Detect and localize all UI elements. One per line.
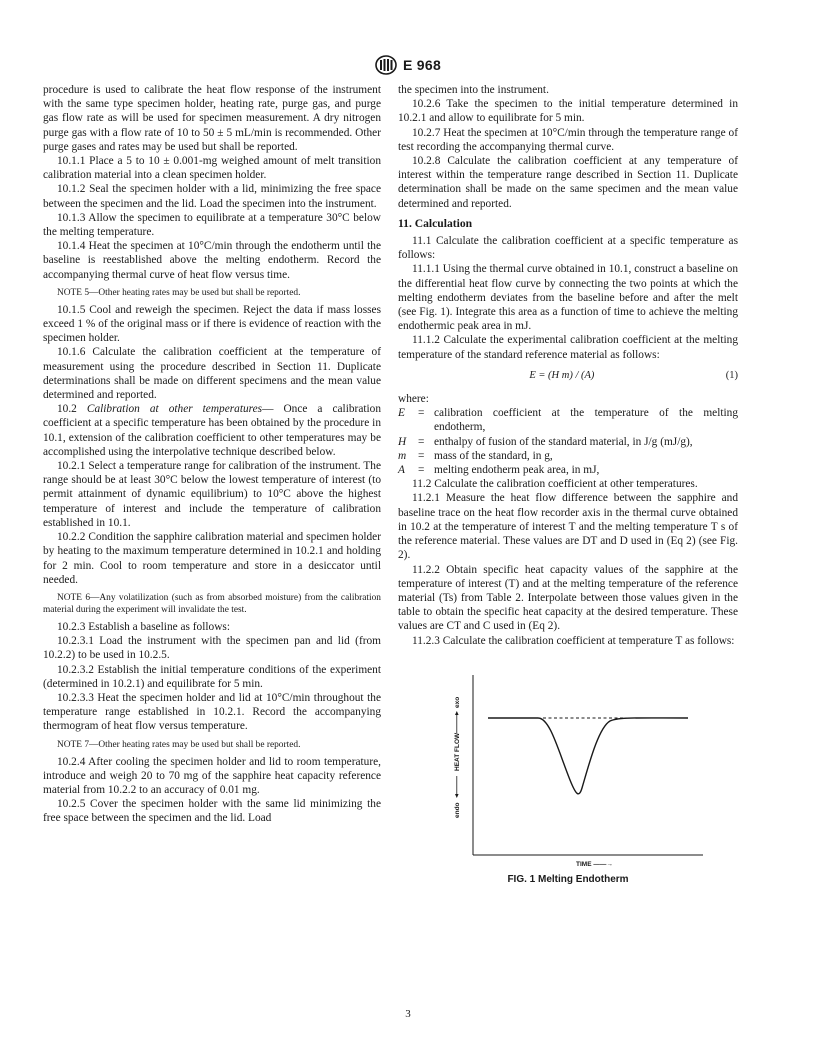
- paragraph-10-2-3-2: 10.2.3.2 Establish the initial temperature conditions of the experiment (determined in 10.2.1) and equilibrate for 5 min.: [43, 663, 381, 690]
- paragraph-11-2-2: 11.2.2 Obtain specific heat capacity values of the sapphire at the temperature of interest (T) and at the melting temperature of the reference material (Ts) from Table 2. Interpolate between those values given in the table to obtain the specific heat capacity at the desired temperature. These values are CT and C used in (Eq 2).: [398, 563, 738, 633]
- definition-text: mass of the standard, in g,: [434, 449, 553, 462]
- paragraph-10-2-7: 10.2.7 Heat the specimen at 10°C/min through the temperature range of test recording the accompanying thermal curve.: [398, 126, 738, 153]
- paragraph-10-2-3-3: 10.2.3.3 Heat the specimen holder and lid at 10°C/min throughout the temperature range established in 10.2.1. Record the accompanying thermogram of heat flow versus temperature.: [43, 691, 381, 733]
- y-label-heat-flow: HEAT FLOW: [454, 732, 461, 771]
- definition-symbol: E: [398, 407, 405, 420]
- figure-1-melting-endotherm: [398, 660, 738, 886]
- paragraph-10-1-6: 10.1.6 Calculate the calibration coefficient at the temperature of measurement using the procedure described in Section 11. Duplicate determinations shall be made on different specimens and the mean value determined and reported.: [43, 346, 381, 402]
- definition-equals: =: [418, 407, 425, 420]
- paragraph-10-1-1: 10.1.1 Place a 5 to 10 ± 0.001-mg weighed amount of melt transition calibration material into a clean specimen holder.: [43, 155, 381, 182]
- paragraph-10-2-3: 10.2.3 Establish a baseline as follows:: [57, 620, 230, 633]
- paragraph-10-2-4: 10.2.4 After cooling the specimen holder and lid to room temperature, introduce and weigh 20 to 70 mg of the sapphire heat capacity reference material from 10.2.2 to an accuracy of 0.01 mg.: [43, 755, 381, 796]
- left-column: [43, 83, 381, 826]
- paragraph-10-2-3-1: 10.2.3.1 Load the instrument with the specimen pan and lid (from 10.2.2) to be used in 10.2.5.: [43, 635, 381, 662]
- page-number: 3: [405, 1008, 411, 1020]
- paragraph: procedure is used to calibrate the heat flow response of the instrument with the same type specimen holder, heating rate, purge gas, and purge gas flow rate as will be used for specimen measurement. A dry nitrogen purge gas with a flow rate of 10 to 50 ± 5 mL/min is recommended. Other purge gases and rates may be used but shall be reported.: [43, 84, 381, 153]
- y-label-endo: endo: [454, 802, 461, 818]
- paragraph-10-1-2: 10.1.2 Seal the specimen holder with a lid, minimizing the free space between the specimen and the lid. Load the specimen into the instrument.: [43, 183, 381, 210]
- figure-caption: FIG. 1 Melting Endotherm: [507, 873, 629, 885]
- definition-symbol: A: [398, 464, 405, 477]
- y-label-arrowhead-left: [455, 794, 459, 798]
- definition-symbol: H: [398, 435, 407, 448]
- equation-formula: E = (H m) / (A): [529, 369, 595, 381]
- definition-row: [398, 406, 738, 434]
- paragraph-10-2: [43, 402, 381, 459]
- x-axis-label: TIME ——→: [576, 860, 613, 868]
- section-text: — Once a calibration coefficient at a specific temperature has been obtained by the procedure in 10.1, extension of the calibration coefficient to other temperatures may be accomplished using the interpolative technique described below.: [43, 403, 381, 458]
- paragraph-10-1-4: 10.1.4 Heat the specimen at 10°C/min through the endotherm until the baseline is reestablished above the melting endotherm. Record the accompanying thermal curve of heat flow versus time.: [43, 240, 381, 281]
- paragraph-10-1-5: 10.1.5 Cool and reweigh the specimen. Reject the data if mass losses exceed 1 % of the original mass or if there is evidence of reaction with the specimen holder.: [43, 303, 381, 345]
- equation-number: (1): [725, 369, 738, 381]
- y-label-arrowhead-right: [455, 711, 459, 715]
- equation-1: [398, 369, 738, 383]
- paragraph-10-1-3: 10.1.3 Allow the specimen to equilibrate at a temperature 30°C below the melting temperature.: [43, 211, 381, 239]
- where-label: where:: [398, 393, 429, 406]
- definition-text: melting endotherm peak area, in mJ,: [434, 464, 600, 477]
- paragraph-11-2-1: 11.2.1 Measure the heat flow difference between the sapphire and baseline trace on the heat flow recorder axis in the thermal curve obtained in 10.2 at the temperature of interest T and the melting temperature T s of the reference material. These values are DT and D used in (Eq 2) (see Fig. 2).: [398, 492, 738, 562]
- paragraph-11-1-1: 11.1.1 Using the thermal curve obtained in 10.1, construct a baseline on the differential heat flow curve by connecting the two points at which the melting endotherm deviates from the baseline before and after the melt (see Fig. 1). Integrate this area as a function of time to achieve the melting endothermic peak area in mJ.: [398, 263, 738, 333]
- right-column: [398, 83, 738, 886]
- paragraph-11-1-2: 11.1.2 Calculate the experimental calibration coefficient at the melting temperature of the standard reference material as follows:: [398, 334, 738, 361]
- definition-equals: =: [418, 464, 425, 477]
- section-heading-calculation: 11. Calculation: [398, 216, 473, 230]
- paragraph-10-2-2: 10.2.2 Condition the sapphire calibration material and specimen holder by heating to the maximum temperature determined in 10.2.1 and holding for 2 min. Cool to room temperature and store in a desiccator until needed.: [43, 531, 381, 586]
- y-axis-label: [454, 696, 461, 817]
- paragraph-continued: the specimen into the instrument.: [398, 84, 549, 96]
- paragraph-11-2-3: 11.2.3 Calculate the calibration coefficient at temperature T as follows:: [412, 634, 735, 647]
- definition-equals: =: [418, 449, 425, 462]
- section-title: Calibration at other temperatures: [86, 403, 263, 416]
- definition-row: [398, 449, 738, 463]
- section-number: 10.2: [57, 403, 87, 416]
- paragraph-10-2-6: 10.2.6 Take the specimen to the initial temperature determined in 10.2.1 and allow to equilibrate for 5 min.: [398, 98, 738, 125]
- definition-text: calibration coefficient at the temperature of the melting endotherm,: [434, 407, 738, 434]
- definition-equals: =: [418, 435, 425, 448]
- definition-text: enthalpy of fusion of the standard material, in J/g (mJ/g),: [434, 435, 693, 448]
- paragraph-11-2: 11.2 Calculate the calibration coefficient at other temperatures.: [412, 478, 698, 491]
- astm-logo-icon: [375, 55, 397, 75]
- y-label-exo: exo: [454, 696, 461, 708]
- endotherm-curve: [488, 718, 688, 794]
- note-7: NOTE 7—Other heating rates may be used but shall be reported.: [57, 739, 301, 750]
- paragraph-11-1: 11.1 Calculate the calibration coefficient at a specific temperature as follows:: [398, 235, 738, 262]
- definition-row: [398, 435, 738, 449]
- note-5: NOTE 5—Other heating rates may be used but shall be reported.: [57, 287, 301, 298]
- definition-row: [398, 463, 738, 477]
- paragraph-10-2-8: 10.2.8 Calculate the calibration coefficient at any temperature of interest within the temperature range described in Section 11. Duplicate determination shall be made on the same specimen and the mean value determined and reported.: [398, 155, 738, 210]
- paragraph-10-2-1: 10.2.1 Select a temperature range for calibration of the instrument. The range should be at least 30°C below the lowest temperature of interest (to permit attainment of dynamic equilibrium) to 10°C above the highest temperature of interest and include the temperature of calibration established in 10.1.: [43, 460, 381, 529]
- endotherm-diagram: [398, 660, 738, 870]
- standard-designation: E 968: [402, 57, 442, 73]
- definition-symbol: m: [398, 449, 407, 462]
- note-6: NOTE 6—Any volatilization (such as from absorbed moisture) from the calibration material during the experiment will invalidate the test.: [43, 592, 381, 615]
- page-header: [0, 55, 816, 75]
- paragraph-10-2-5: 10.2.5 Cover the specimen holder with the same lid minimizing the free space between the specimen and the lid. Load: [43, 798, 381, 825]
